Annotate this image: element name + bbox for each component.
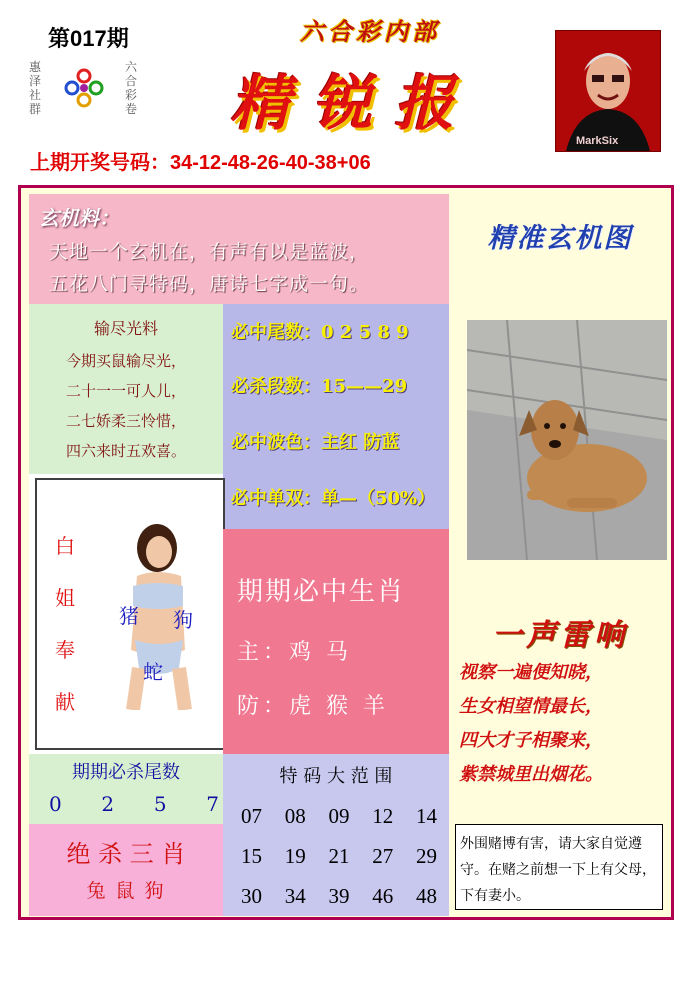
- special-number: 14: [416, 804, 437, 828]
- must-tail: 必中尾数：0 2 5 8 9: [231, 322, 409, 343]
- kill-three-box: [29, 824, 223, 916]
- zodiac-main: 主：鸡 马: [237, 640, 352, 665]
- lose-all-title: 输尽光料: [93, 319, 158, 338]
- thunder-poem: [459, 656, 669, 792]
- side-char: 姐: [55, 586, 75, 610]
- kill-three-title: 绝 杀 三 肖: [66, 840, 186, 868]
- portrait-photo: [555, 30, 661, 152]
- thunder-title: 一声雷响: [492, 618, 628, 653]
- beauty-tag: 蛇: [143, 660, 163, 684]
- kill-tail-digit: 2: [101, 792, 115, 816]
- special-number: 39: [328, 884, 350, 908]
- right-column: [451, 194, 669, 916]
- main-frame: [18, 185, 674, 920]
- thunder-line: 四大才子相聚来，: [459, 730, 603, 751]
- must-box: [223, 304, 449, 529]
- thunder-line: 生女相望情最长，: [459, 696, 603, 717]
- must-wave: 必中波色：主红 防蓝: [231, 432, 400, 453]
- side-char: 奉: [55, 638, 75, 662]
- special-number: 34: [284, 884, 306, 908]
- beauty-frame: [35, 478, 225, 750]
- zodiac-box: [223, 529, 449, 754]
- beauty-box: [29, 474, 223, 754]
- marksix-label: MarkSix: [576, 135, 619, 147]
- zodiac-guard: 防：虎 猴 羊: [237, 694, 389, 719]
- special-number: 09: [328, 804, 350, 828]
- riddle-line: 五花八门寻特码，唐诗七字成一句。: [49, 273, 370, 295]
- special-number: 29: [416, 844, 437, 868]
- special-box: [223, 754, 449, 916]
- kill-tail-digit: 5: [153, 792, 167, 816]
- special-title: 特 码 大 范 围: [279, 766, 393, 787]
- top-title: 六合彩内部: [300, 17, 440, 46]
- side-char: 献: [55, 690, 75, 714]
- side-char: 白: [55, 534, 75, 558]
- special-number: 12: [372, 804, 394, 828]
- logo-right-text: 六合彩卷: [124, 60, 137, 116]
- special-row: [241, 836, 437, 876]
- lose-all-box: [29, 304, 223, 474]
- portrait-figure-icon: [556, 31, 660, 151]
- special-number: 46: [372, 884, 394, 908]
- lose-all-line: 四六来时五欢喜。: [65, 442, 186, 460]
- issue-number: 第017期: [48, 26, 129, 51]
- lose-all-poem: [29, 346, 223, 466]
- thunder-line: 视察一遍便知晓，: [459, 662, 603, 683]
- last-draw-numbers: 上期开奖号码：34-12-48-26-40-38+06: [30, 152, 371, 174]
- community-logo: [18, 56, 148, 126]
- secret-image-title: 精准玄机图: [487, 223, 633, 254]
- kill-tail-title: 期期必杀尾数: [72, 762, 180, 783]
- main-title: 精锐报: [230, 69, 476, 139]
- gambling-notice: 外围赌博有害，请大家自觉遵守。在赌之前想一下上有父母，下有妻小。: [455, 824, 663, 910]
- lose-all-line: 二七娇柔三怜惜，: [65, 412, 186, 430]
- lose-all-line: 今期买鼠输尽光，: [65, 352, 186, 370]
- zodiac-title: 期期必中生肖: [237, 577, 406, 607]
- thunder-line: 紫禁城里出烟花。: [459, 764, 603, 785]
- special-number: 07: [241, 804, 262, 828]
- special-number: 27: [372, 844, 394, 868]
- must-odd-even: 必中单双：单—（50%）: [231, 488, 436, 509]
- special-number: 21: [328, 844, 350, 868]
- kill-tail-digits: [49, 792, 219, 816]
- riddle-title: 玄机料：: [39, 206, 119, 230]
- special-number: 19: [284, 844, 306, 868]
- must-kill-range: 必杀段数：15——29: [231, 376, 408, 397]
- kill-tail-digit: 0: [49, 792, 62, 816]
- special-number: 15: [241, 844, 262, 868]
- lose-all-line: 二十一一可人儿，: [65, 382, 186, 400]
- riddle-poem: [49, 236, 369, 300]
- kill-three-animals: 兔 鼠 狗: [86, 880, 166, 902]
- logo-emblem-icon: [62, 66, 106, 110]
- beauty-tag: 猪: [119, 604, 139, 628]
- logo-left-text: 惠泽社群: [28, 60, 41, 116]
- special-grid: [241, 796, 437, 916]
- beauty-tag: 狗: [173, 608, 193, 632]
- special-row: [241, 876, 437, 916]
- riddle-box: [29, 194, 449, 304]
- special-number: 08: [284, 804, 306, 828]
- special-number: 30: [241, 884, 262, 908]
- beauty-side-text: [53, 520, 77, 728]
- special-number: 48: [416, 884, 437, 908]
- kill-tail-box: [29, 754, 223, 824]
- riddle-line: 天地一个玄机在，有声有以是蓝波，: [49, 241, 370, 263]
- special-row: [241, 796, 437, 836]
- dog-photo-icon: [467, 320, 667, 560]
- kill-tail-digit: 7: [206, 792, 219, 816]
